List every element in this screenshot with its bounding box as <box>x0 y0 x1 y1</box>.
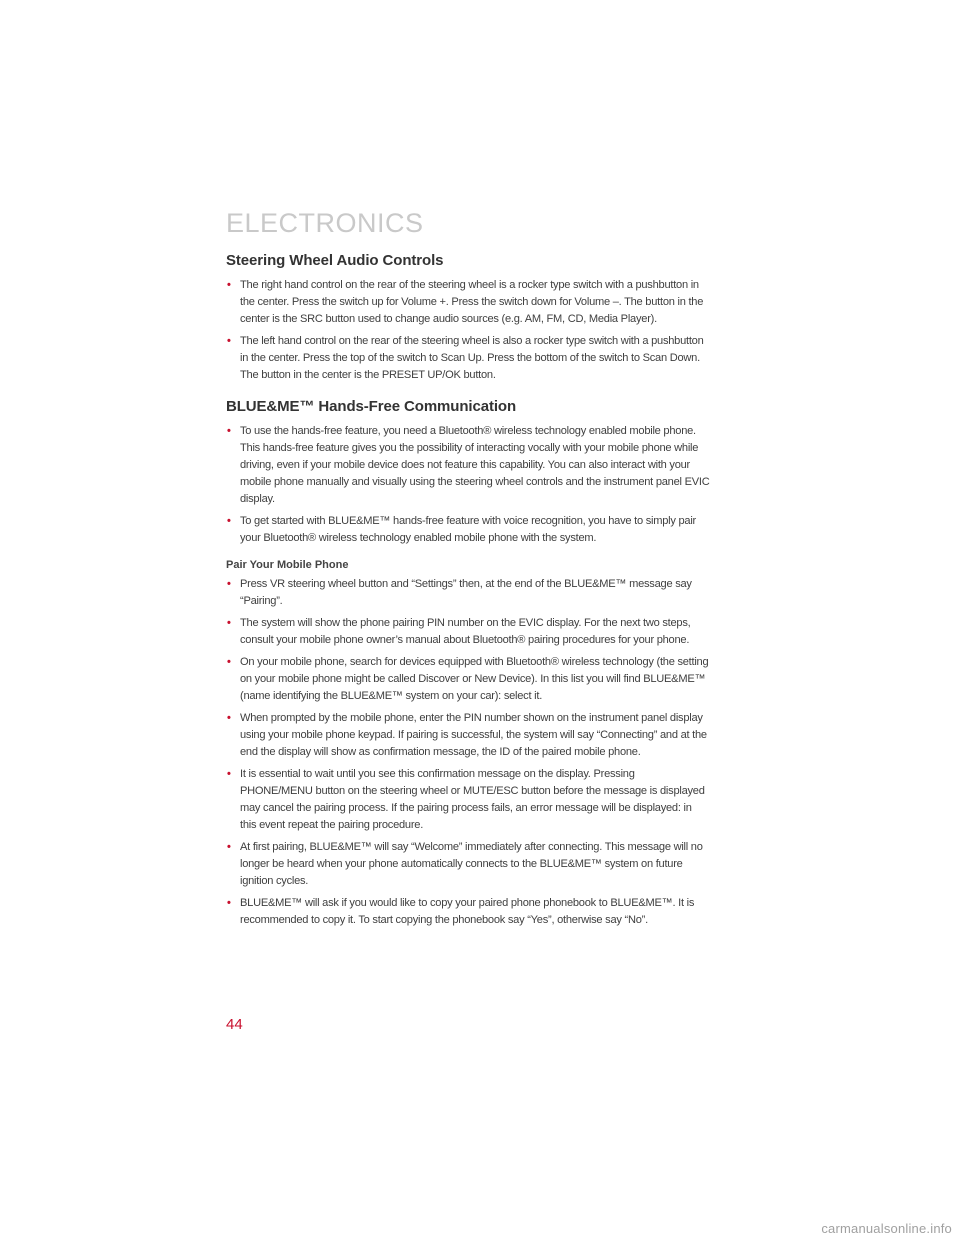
watermark[interactable]: carmanualsonline.info <box>821 1221 952 1236</box>
list-item <box>226 895 710 929</box>
list-item-text: Press VR steering wheel button and “Settings” then, at the end of the BLUE&ME™ message say “Pairing”. <box>240 578 692 607</box>
list-item-text: To use the hands-free feature, you need a Bluetooth® wireless technology enabled mobile phone. This hands-free feature gives you the possibility of interacting vocally with your mobile phone while driving, even if your mobile device does not feature this capability. You can also interact with your mobile phone manually and visually using the steering wheel controls and the instrument panel EVIC display. <box>240 425 710 505</box>
list-item-text: The left hand control on the rear of the steering wheel is also a rocker type switch with a pushbutton in the center. Press the top of the switch to Scan Up. Press the bottom of the switch to Scan Down. The button in the center is the PRESET UP/OK button. <box>240 335 704 381</box>
bullet-list-pairing <box>226 576 710 929</box>
bullet-list-hands-free <box>226 423 710 547</box>
list-item <box>226 576 710 610</box>
subheading-pair-your-mobile-phone: Pair Your Mobile Phone <box>226 559 349 571</box>
list-item <box>226 766 710 834</box>
bullet-icon: • <box>227 335 231 347</box>
page-number: 44 <box>226 1016 243 1033</box>
list-item <box>226 423 710 508</box>
bullet-icon: • <box>227 279 231 291</box>
list-item-text: The right hand control on the rear of the steering wheel is a rocker type switch with a pushbutton in the center. Press the switch up for Volume +. Press the switch down for Volume –. The button in the center is the SRC button used to change audio sources (e.g. AM, FM, CD, Media Player). <box>240 279 704 325</box>
bullet-icon: • <box>227 578 231 590</box>
list-item-text: At first pairing, BLUE&ME™ will say “Welcome” immediately after connecting. This message will no longer be heard when your phone automatically connects to the BLUE&ME™ system on future ignition cycles. <box>240 841 703 887</box>
bullet-icon: • <box>227 617 231 629</box>
heading-steering-wheel-audio-controls: Steering Wheel Audio Controls <box>226 252 444 269</box>
list-item <box>226 710 710 761</box>
bullet-icon: • <box>227 515 231 527</box>
list-item <box>226 654 710 705</box>
list-item <box>226 839 710 890</box>
list-item-text: The system will show the phone pairing PIN number on the EVIC display. For the next two steps, consult your mobile phone owner’s manual about Bluetooth® pairing procedures for your phone. <box>240 617 691 646</box>
bullet-list-audio-controls <box>226 277 710 384</box>
bullet-icon: • <box>227 897 231 909</box>
list-item <box>226 333 710 384</box>
heading-blue-and-me-hands-free: BLUE&ME™ Hands-Free Communication <box>226 398 517 415</box>
list-item <box>226 277 710 328</box>
list-item-text: BLUE&ME™ will ask if you would like to copy your paired phone phonebook to BLUE&ME™. It is recommended to copy it. To start copying the phonebook say “Yes”, otherwise say “No”. <box>240 897 695 926</box>
list-item-text: To get started with BLUE&ME™ hands-free feature with voice recognition, you have to simply pair your Bluetooth® wireless technology enabled mobile phone with the system. <box>240 515 696 544</box>
list-item-text: On your mobile phone, search for devices equipped with Bluetooth® wireless technology (the setting on your mobile phone might be called Discover or New Device). In this list you will find BLUE&ME™ (name identifying the BLUE&ME™ system on your car): select it. <box>240 656 709 702</box>
list-item <box>226 513 710 547</box>
list-item <box>226 615 710 649</box>
bullet-icon: • <box>227 712 231 724</box>
bullet-icon: • <box>227 656 231 668</box>
bullet-icon: • <box>227 841 231 853</box>
list-item-text: When prompted by the mobile phone, enter the PIN number shown on the instrument panel display using your mobile phone keypad. If pairing is successful, the system will say “Connecting” and at the end the display will show as confirmation message, the ID of the paired mobile phone. <box>240 712 707 758</box>
bullet-icon: • <box>227 768 231 780</box>
page-content <box>226 252 710 934</box>
bullet-icon: • <box>227 425 231 437</box>
list-item-text: It is essential to wait until you see this confirmation message on the display. Pressing PHONE/MENU button on the steering wheel or MUTE/ESC button before the message is displayed may cancel the pairing process. If the pairing process fails, an error message will be displayed: in this event repeat the pairing procedure. <box>240 768 705 831</box>
section-header: ELECTRONICS <box>226 208 424 238</box>
